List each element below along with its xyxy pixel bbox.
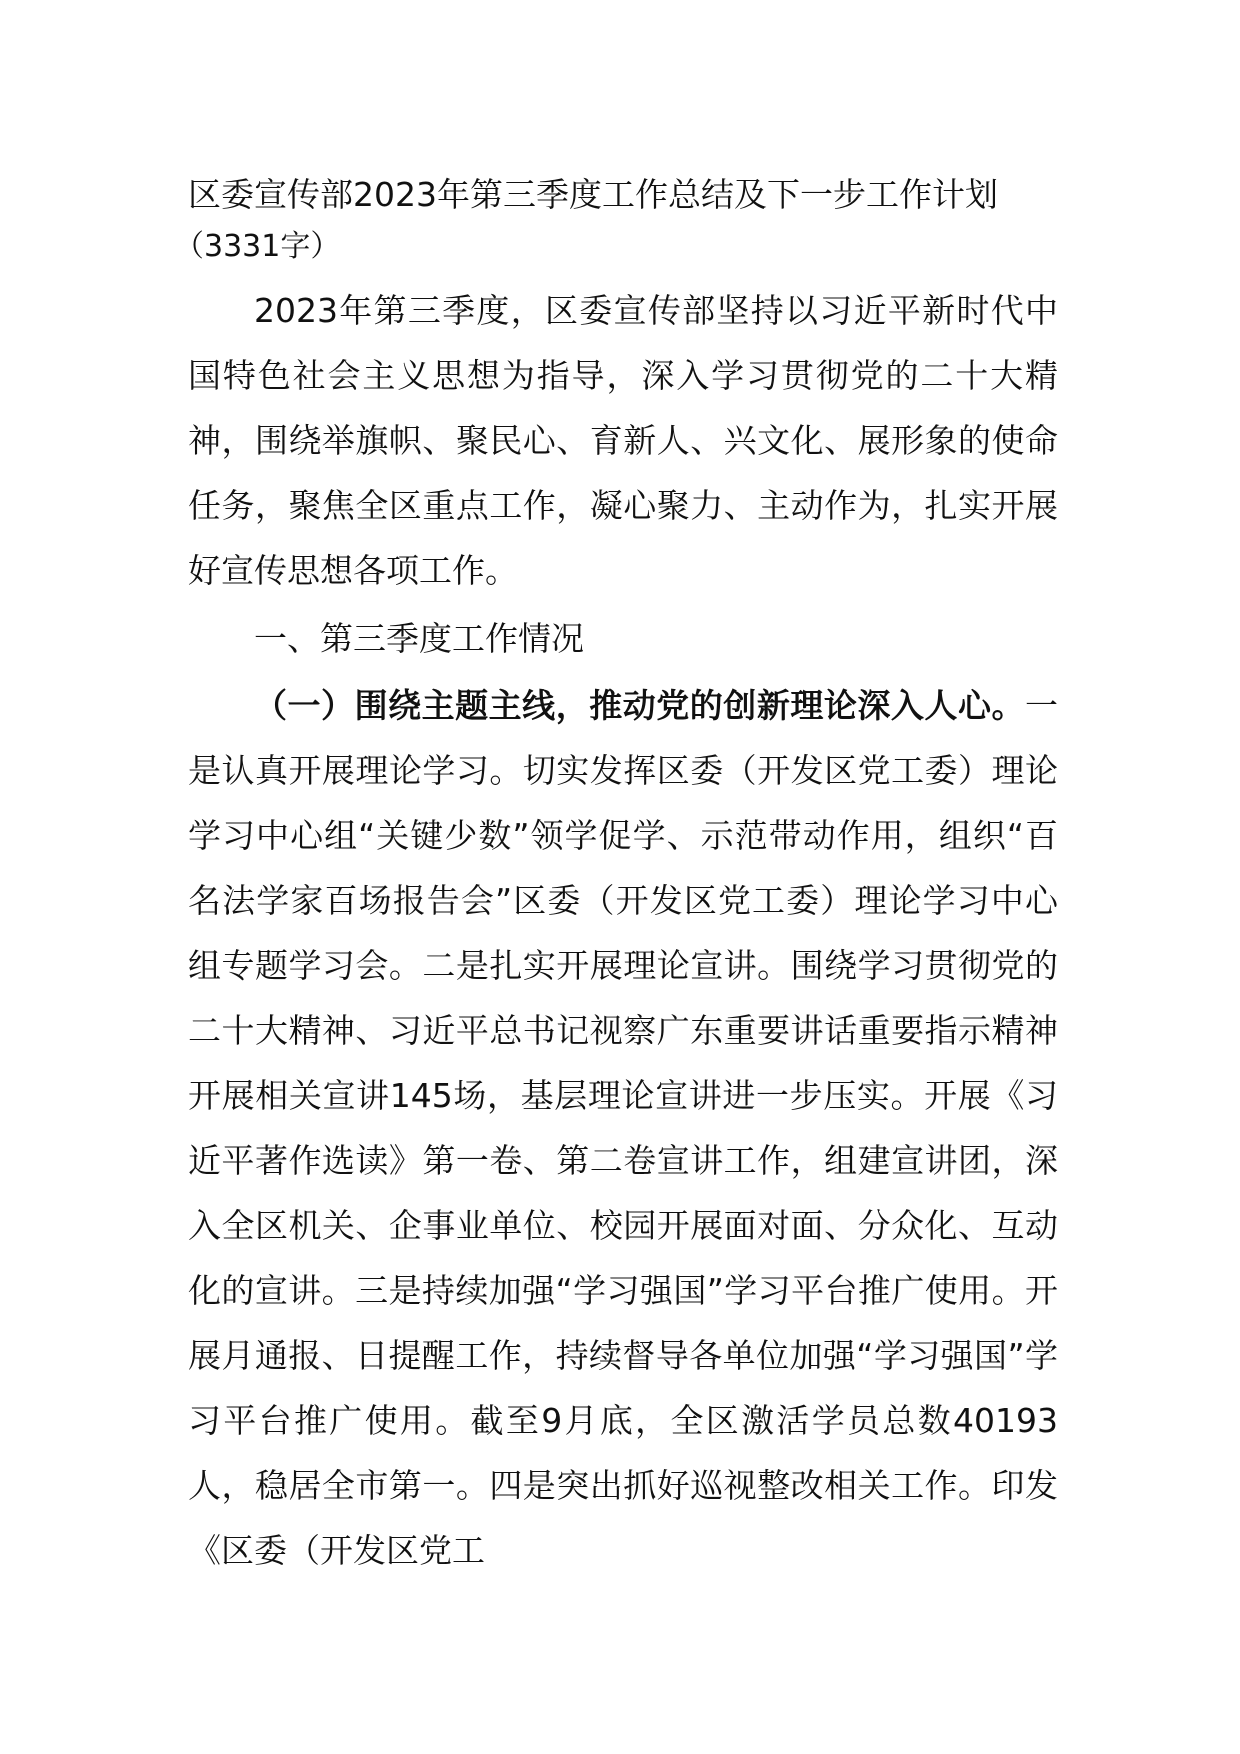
- document-title: 区委宣传部2023年第三季度工作总结及下一步工作计划: [188, 175, 998, 214]
- document-page: [174, 168, 1058, 1583]
- subsection-paragraph: [188, 673, 1058, 1583]
- subsection-heading: （一）围绕主题主线，推动党的创新理论深入人心。: [254, 686, 1025, 725]
- subsection-body: 一是认真开展理论学习。切实发挥区委（开发区党工委）理论学习中心组“关键少数”领学促学、示范带动作用，组织“百名法学家百场报告会”区委（开发区党工委）理论学习中心组专题学习会。二是扎实开展理论宣讲。围绕学习贯彻党的二十大精神、习近平总书记视察广东重要讲话重要指示精神开展相关宣讲145场，基层理论宣讲进一步压实。开展《习近平著作选读》第一卷、第二卷宣讲工作，组建宣讲团，深入全区机关、企事业单位、校园开展面对面、分众化、互动化的宣讲。三是持续加强“学习强国”学习平台推广使用。开展月通报、日提醒工作，持续督导各单位加强“学习强国”学习平台推广使用。截至9月底，全区激活学员总数40193人，稳居全市第一。四是突出抓好巡视整改相关工作。印发《区委（开发区党工: [188, 686, 1058, 1570]
- intro-paragraph: 2023年第三季度，区委宣传部坚持以习近平新时代中国特色社会主义思想为指导，深入学习贯彻党的二十大精神，围绕举旗帜、聚民心、育新人、兴文化、展形象的使命任务，聚焦全区重点工作，凝心聚力、主动作为，扎实开展好宣传思想各项工作。: [188, 291, 1058, 590]
- word-count: （3331字）: [174, 229, 341, 264]
- section-heading: 一、第三季度工作情况: [254, 619, 584, 658]
